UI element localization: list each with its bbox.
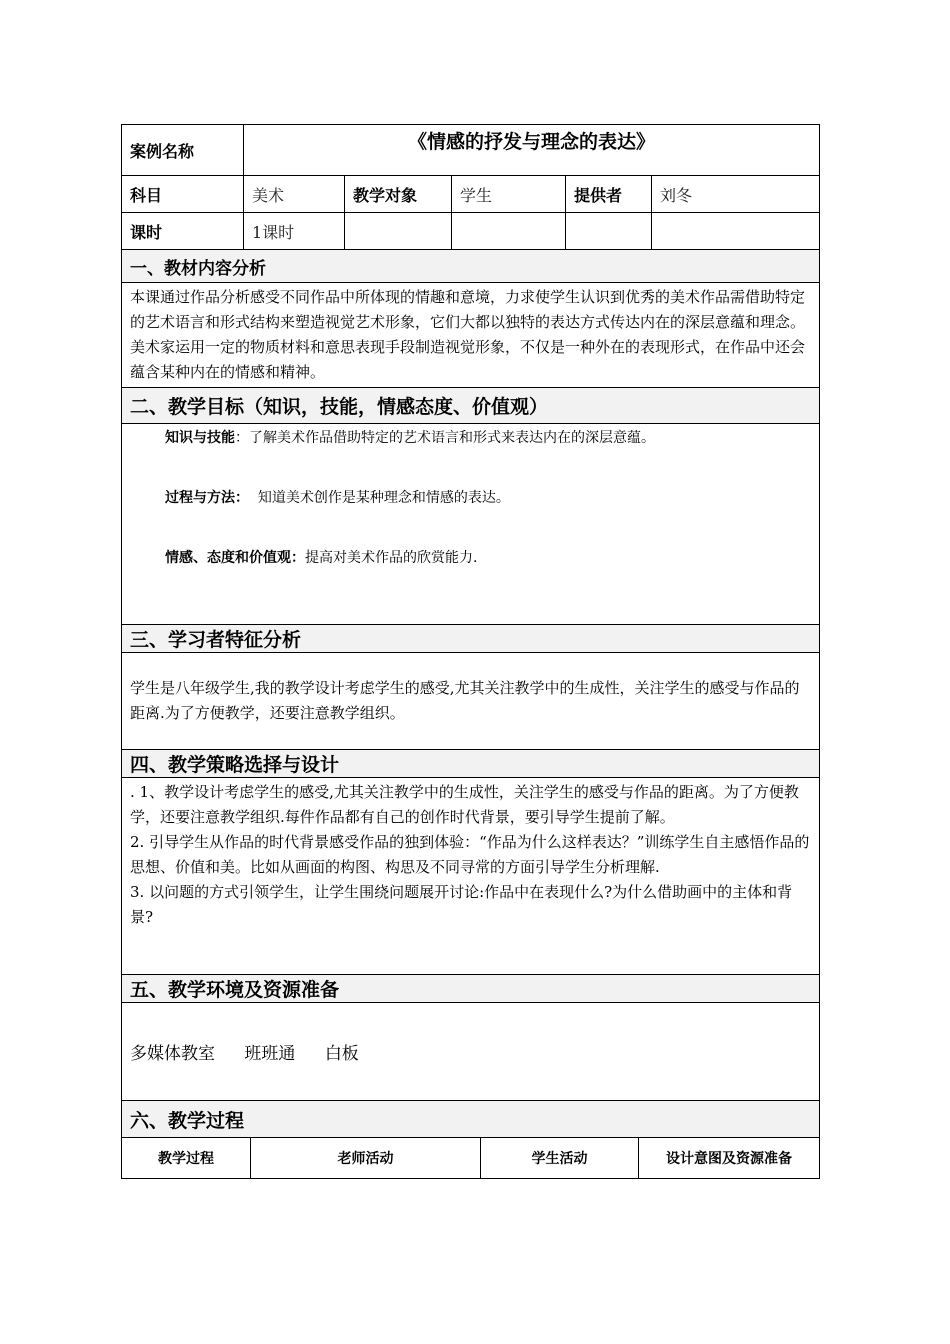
resource-item: 班班通 xyxy=(244,1044,296,1064)
provider-label: 提供者 xyxy=(566,176,652,213)
goal-label: 过程与方法： xyxy=(165,490,249,506)
strategy-item-2: 2. 引导学生从作品的时代背景感受作品的独到体验：“作品为什么这样表达？”训练学生自主感悟作品的思想、价值和美。比如从画面的构图、构思及不同寻常的方面引导学生分析理解. xyxy=(130,833,810,876)
provider-value: 刘冬 xyxy=(652,176,820,213)
goal-attitude xyxy=(165,548,811,604)
resource-item: 多媒体教室 xyxy=(130,1044,215,1064)
goal-process xyxy=(165,488,811,544)
section-5-body xyxy=(122,1003,820,1101)
audience-label: 教学对象 xyxy=(345,176,452,213)
strategy-item-3: 3. 以问题的方式引领学生，让学生围绕问题展开讨论:作品中在表现什么?为什么借助画中的主体和背景? xyxy=(130,883,793,926)
period-label: 课时 xyxy=(122,213,244,250)
audience-value: 学生 xyxy=(452,176,566,213)
process-table xyxy=(121,1137,820,1179)
process-col-header: 设计意图及资源准备 xyxy=(639,1138,820,1179)
section-3-heading: 三、学习者特征分析 xyxy=(122,625,820,653)
subject-label: 科目 xyxy=(122,176,244,213)
section-2-heading: 二、教学目标（知识，技能，情感态度、价值观） xyxy=(122,388,820,424)
process-col-header: 老师活动 xyxy=(251,1138,481,1179)
lesson-plan-table xyxy=(121,124,820,1138)
process-col-header: 学生活动 xyxy=(481,1138,639,1179)
lesson-plan-document xyxy=(121,124,819,1179)
strategy-item-1: . 1、教学设计考虑学生的感受,尤其关注教学中的生成性，关注学生的感受与作品的距离。为了方便教学，还要注意教学组织.每件作品都有自己的创作时代背景，要引导学生提前了解。 xyxy=(130,783,799,826)
goal-text: 知道美术创作是某种理念和情感的表达。 xyxy=(249,490,510,506)
case-name-label: 案例名称 xyxy=(122,125,244,176)
resource-item: 白板 xyxy=(324,1044,359,1064)
goal-label: 情感、态度和价值观： xyxy=(165,550,305,566)
section-6-heading: 六、教学过程 xyxy=(122,1101,820,1138)
section-3-body: 学生是八年级学生,我的教学设计考虑学生的感受,尤其关注教学中的生成性，关注学生的感受与作品的距离.为了方便教学，还要注意教学组织。 xyxy=(122,653,820,750)
goal-text: ：了解美术作品借助特定的艺术语言和形式来表达内在的深层意蕴。 xyxy=(235,430,655,446)
teaching-goals xyxy=(122,424,820,625)
period-value: 1课时 xyxy=(244,213,345,250)
goal-label: 知识与技能 xyxy=(165,430,235,446)
case-title: 《情感的抒发与理念的表达》 xyxy=(244,125,820,176)
goal-knowledge xyxy=(165,428,811,484)
goal-text: 提高对美术作品的欣赏能力. xyxy=(305,550,478,566)
empty-cell xyxy=(452,213,566,250)
section-4-body xyxy=(122,778,820,975)
subject-value: 美术 xyxy=(244,176,345,213)
process-col-header: 教学过程 xyxy=(122,1138,251,1179)
section-5-heading: 五、教学环境及资源准备 xyxy=(122,975,820,1003)
section-1-body: 本课通过作品分析感受不同作品中所体现的情趣和意境，力求使学生认识到优秀的美术作品需借助特定的艺术语言和形式结构来塑造视觉艺术形象，它们大都以独特的表达方式传达内在的深层意蕴和理念。美术家运用一定的物质材料和意思表现手段制造视觉形象，不仅是一种外在的表现形式，在作品中还会蕴含某种内在的情感和精神。 xyxy=(122,283,820,388)
empty-cell xyxy=(652,213,820,250)
section-1-heading: 一、教材内容分析 xyxy=(122,250,820,283)
empty-cell xyxy=(345,213,452,250)
section-4-heading: 四、教学策略选择与设计 xyxy=(122,750,820,778)
empty-cell xyxy=(566,213,652,250)
